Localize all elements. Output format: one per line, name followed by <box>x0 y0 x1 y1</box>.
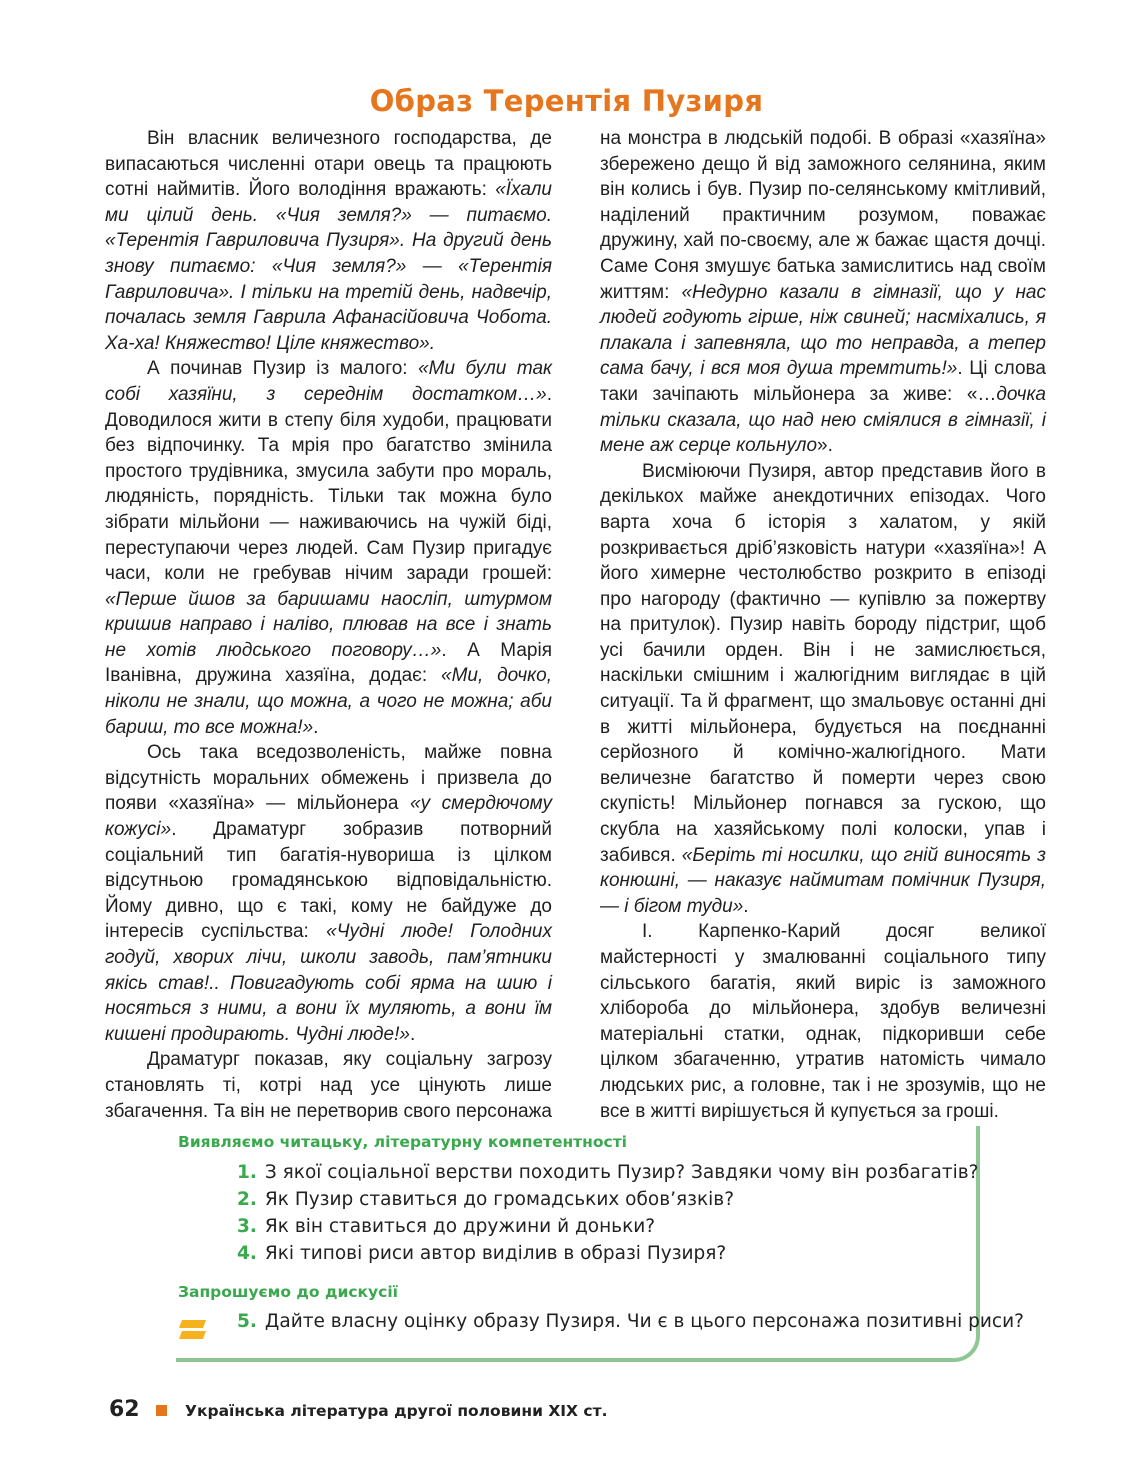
right-column-paragraph <box>600 459 1046 920</box>
tasks-heading-discussion: Запрошуємо до дискусії <box>178 1283 398 1301</box>
body-text: І. Карпенко-Карий досяг великої майстерності у змалюванні соціального типу сільського багатія, який виріс із заможного хлібороба до мільйонера, здобув величезні матеріальні статки, однак, підкоривши себе цілком збагаченню, утратив натомість чимало людських рис, а головне, так і не зрозумів, що не все в житті вирішується й купується за гроші. <box>600 921 1046 1122</box>
question-item <box>237 1243 726 1265</box>
body-text: . Ці слова таки зачіпають мільйонера за живе: «… <box>600 358 1046 405</box>
page-number: 62 <box>109 1397 140 1422</box>
left-column-paragraph <box>105 1047 552 1124</box>
question-text: Дайте власну оцінку образу Пузиря. Чи є в цього персонажа позитивні риси? <box>264 1311 1024 1332</box>
body-text: Він власник величезного господарства, де випасаються численні отари овець та працюють сотні наймитів. Його володіння вражають: <box>105 128 552 201</box>
left-column-paragraph <box>105 740 552 1047</box>
quote-text: «у смердючому кожусі» <box>105 793 552 841</box>
left-column <box>105 126 552 1124</box>
question-number: 3. <box>237 1216 257 1237</box>
body-text: . Драматург зобразив потворний соціальний тип багатія-нувориша із цілком відсутньою громадянською відповідальністю. Йому дивно, що є такі, кому не байдуже до інтересів суспільства: <box>105 819 552 943</box>
left-column-paragraph <box>105 356 552 740</box>
question-number: 5. <box>237 1311 257 1332</box>
right-column-paragraph <box>600 919 1046 1124</box>
quote-text: «Ми, дочко, ніколи не знали, що можна, а чого не можна; аби бариш, то все можна!» <box>105 665 552 738</box>
page-title: Образ Терентія Пузиря <box>369 84 764 118</box>
tasks-heading-competence: Виявляємо читацьку, літературну компетентності <box>178 1133 627 1151</box>
body-text: . <box>743 895 749 917</box>
right-column <box>600 126 1046 1124</box>
quote-text: «Їхали ми цілий день. «Чия земля?» — питаємо. «Терентія Гавриловича Пузиря». На другий день знову питаємо: «Чия земля?» — «Терентія Гавриловича». І тільки на третій день, надвечір, почалась земля Гаврила Афанасійовича Чобота. Ха-ха! Княжество! Ціле княжество». <box>105 179 552 354</box>
question-item <box>237 1162 979 1184</box>
discussion-icon <box>178 1318 208 1342</box>
question-number: 1. <box>237 1162 257 1183</box>
quote-text: «Чудні люде! Голодних годуй, хворих лічи, школи заводь, пам’ятники якісь став!.. Повигадують собі ярма на шию і носяться з ними, а вони їх муляють, а вони їм кишені продирають. Чудні люде!» <box>105 921 552 1045</box>
body-text: на монстра в людській подобі. В образі «хазяїна» збережено дещо й від заможного селянина, яким він колись і був. Пузир по-селянському кмітливий, наділений практичним розумом, поважає дружину, хай по-своєму, але ж бажає щастя дочці. Саме Соня змушує батька замислитись над своїм життям: <box>600 128 1046 303</box>
quote-text: «Ми були так собі хазяїни, з середнім достатком…» <box>105 358 552 405</box>
discussion-question <box>237 1311 1024 1333</box>
body-text: А починав Пузир із малого: <box>147 358 419 380</box>
body-text: Ось така вседозволеність, майже повна відсутність моральних обмежень і призвела до появи «хазяїна» — мільйонера <box>105 742 552 815</box>
right-column-paragraph <box>600 126 1046 459</box>
body-text: . <box>313 716 319 738</box>
question-item <box>237 1216 655 1238</box>
quote-text: «Беріть ті носилки, що гній виносять з конюшні, — наказує наймитам помічник Пузиря, — і бігом туди» <box>600 844 1046 917</box>
footer-bullet <box>156 1405 167 1416</box>
question-number: 2. <box>237 1189 257 1210</box>
question-number: 4. <box>237 1243 257 1264</box>
body-text: Драматург показав, яку соціальну загрозу становлять ті, котрі над усе цінують лише збагачення. Та він не перетворив свого персонажа <box>105 1049 552 1122</box>
question-text: Як він ставиться до дружини й доньки? <box>264 1216 656 1237</box>
body-text: ». <box>817 435 833 457</box>
question-text: З якої соціальної верстви походить Пузир? Завдяки чому він розбагатів? <box>264 1162 979 1183</box>
left-column-paragraph <box>105 126 552 356</box>
question-text: Як Пузир ставиться до громадських обов’язків? <box>264 1189 735 1210</box>
body-text: . Доводилося жити в степу біля худоби, працювати без відпочинку. Та мрія про багатство змінила простого трудівника, змусила забути про мораль, людяність, порядність. Тільки так можна було зібрати мільйони — наживаючись на чужій біді, переступаючи через людей. Сам Пузир пригадує часи, коли не гребував нічим заради грошей: <box>105 383 552 585</box>
running-title: Українська література другої половини XIX ст. <box>185 1402 608 1420</box>
question-text: Які типові риси автор виділив в образі Пузиря? <box>264 1243 727 1264</box>
body-text: . <box>409 1023 416 1045</box>
quote-text: «Перше йшов за баришами наосліп, штурмом кришив направо і наліво, плював на все і знать не хотів людського поговору…» <box>105 588 552 661</box>
body-text: Висміюючи Пузиря, автор представив його в декількох майже анекдотичних епізодах. Чого варта хоча б історія з халатом, у якій розкривається дріб’язковість натури «хазяїна»! А його химерне честолюбство розкрито в епізоді про нагороду (фактично — купівлю за пожертву на притулок). Пузир навіть бороду підстриг, щоб усі бачили орден. Він і не замислюється, наскільки смішним і жалюгідним виглядає в цій ситуації. Та й фрагмент, що змальовує останні дні в житті мільйонера, будується на поєднанні серйозного й комічно-жалюгідного. Мати величезне багатство й померти через свою скупість! Мільйонер погнався за гускою, що скубла на хазяйському полі колоски, упав і забився. <box>600 460 1046 866</box>
body-text: . А Марія Іванівна, дружина хазяїна, додає: <box>105 639 552 687</box>
question-item <box>237 1189 734 1211</box>
quote-text: дочка тільки сказала, що над нею сміялися в гімназії, і мене аж серце кольнуло <box>600 383 1046 457</box>
quote-text: «Недурно казали в гімназії, що у нас людей годують гірше, ніж свиней; насміхались, я плакала і запевняла, що то неправда, а тепер сама бачу, і вся моя душа тремтить!» <box>600 281 1046 380</box>
